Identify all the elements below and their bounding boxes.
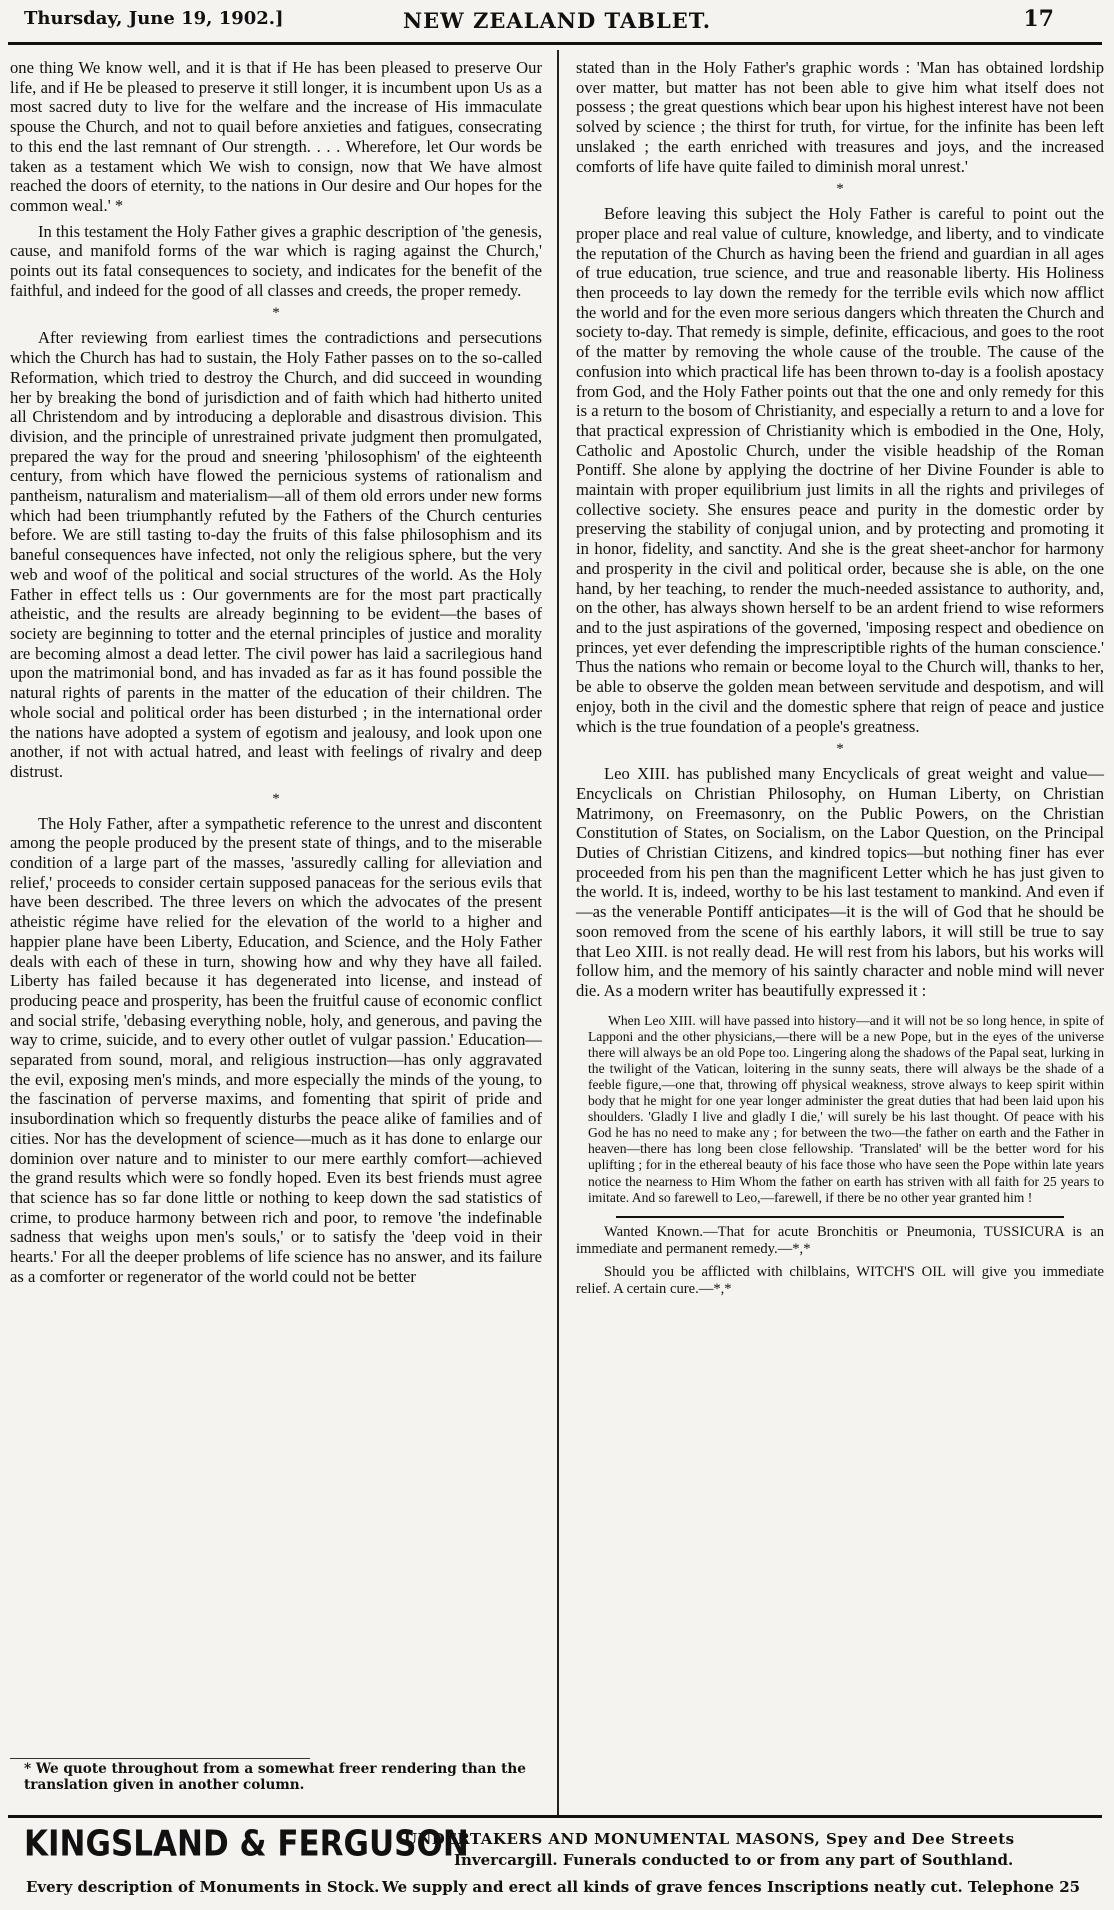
column-divider xyxy=(557,50,559,1815)
page-header xyxy=(0,4,1114,38)
advert-line-4: We supply and erect all kinds of grave fences Inscriptions neatly cut. Telephone 25 xyxy=(382,1878,1081,1896)
footnote-rule xyxy=(10,1758,310,1759)
left-paragraph-3: After reviewing from earliest times the contradictions and persecutions which the Church has had to sustain, the Holy Father passes on to the so-called Reformation, which tried to destroy the Church, and did succeed in wounding her by breaking the bond of jurisdiction and of faith which had hitherto united all Christendom and by introducing a deplorable and disastrous division. This division, and the principle of unrestrained private judgment then promulgated, prepared the way for the proud and sneering 'philosophism' of the eighteenth century, from which have flowed the pernicious systems of rationalism and pantheism, naturalism and materialism—all of them old errors under new forms which had been triumphantly refuted by the Fathers of the Church centuries before. We are still tasting to-day the fruits of this false philosophism and its baneful consequences have infected, not only the religious sphere, but the very web and woof of the political and social structures of the world. As the Holy Father in effect tells us : Our governments are for the most part practically atheistic, and the results are already beginning to be evident—the bases of society are beginning to totter and the eternal principles of justice and morality are becoming almost a dead letter. The civil power has laid a sacrilegious hand upon the matrimonial bond, and has invaded as far as it has found possible the natural rights of parents in the matter of the education of their children. The whole social and political order has been disturbed ; in the international order the nations have adopted a system of egotism and jealousy, and look upon one another, if not with actual hatred, and least with feelings of rivalry and deep distrust. xyxy=(10,328,542,781)
right-column xyxy=(576,58,1104,1304)
left-paragraph-4: The Holy Father, after a sympathetic reference to the unrest and discontent among the people produced by the present state of things, and to the miserable condition of a large part of the masses, 'assuredly calling for alleviation and relief,' proceeds to consider certain supposed panaceas for the serious evils that have been described. The three levers on which the advocates of the present atheistic régime have relied for the elevation of the world to a higher and happier plane have been Liberty, Education, and Science, and the Holy Father deals with each of these in turn, showing how and why they have all failed. Liberty has failed because it has degenerated into license, and instead of producing peace and prosperity, has been the fruitful cause of economic conflict and social strife, 'debasing everything noble, holy, and generous, and paving the way to crime, suicide, and to every other outlet of vulgar passion.' Education—separated from sound, moral, and religious instruction—has only aggravated the evil, exposing men's minds, and more especially the minds of the young, to the fascination of perverse maxims, and fomenting that spirit of pride and insubordination which so frequently disturbs the peace alike of families and of cities. Nor has the development of science—much as it has done to enlarge our dominion over nature and to minister to our mere earthly comfort—achieved the grand results which were so fondly hoped. Even its best friends must agree that science has so far done little or nothing to keep down the sad statistics of crime, to produce harmony between rich and poor, to remove 'the indefinable sadness that weighs upon men's souls,' or to satisfy the 'deep void in their hearts.' For all the deeper problems of life science has no answer, and its failure as a comforter or regenerator of the world could not be better xyxy=(10,813,542,1286)
section-star: * xyxy=(836,181,844,198)
advertisement xyxy=(8,1818,1102,1904)
page-number: 17 xyxy=(1023,6,1054,32)
section-star: * xyxy=(836,741,844,758)
notice-tussicura: Wanted Known.—That for acute Bronchitis or Pneumonia, TUSSICURA is an immediate and permanent remedy.—*,* xyxy=(576,1223,1104,1257)
footnote: * We quote throughout from a somewhat freer rendering than the translation given in another column. xyxy=(24,1761,526,1793)
right-paragraph-1: stated than in the Holy Father's graphic words : 'Man has obtained lordship over matter, but matter has not been able to give him what itself does not possess ; the great questions which bear upon his highest interest have not been solved by science ; the thirst for truth, for virtue, for the infinite has been left unslaked ; the earth enriched with treasures and joys, and the increased comforts of life have quite failed to diminish moral unrest.' xyxy=(576,58,1104,176)
block-quote: When Leo XIII. will have passed into history—and it will not be so long hence, in spite of Lapponi and the other physicians,—there will be a new Pope, but in the eyes of the universe there will always be an old Pope too. Lingering along the shadows of the Papal seat, lurking in the twilight of the Vatican, loitering in the sunny seats, there will always be the shade of a feeble figure,—one that, throwing off physical weakness, strove always to keep spirit within body that he might for one year longer administer the great duties that had been laid upon his shoulders. 'Gladly I live and gladly I die,' will surely be his last thought. Of peace with his God he has no need to make any ; for between the two—the father on earth and the Father in heaven—there has long been close fellowship. 'Translated' will be the better word for his uplifting ; for in the ethereal beauty of his face those who have seen the Pope within late years notice the nearness to Him Whom the father on earth has striven with all faith for 25 years to imitate. And so farewell to Leo,—farewell, if there be no other year granted him ! xyxy=(588,1012,1104,1205)
left-column xyxy=(10,58,542,1292)
masthead-title: NEW ZEALAND TABLET. xyxy=(402,8,712,33)
advert-brand: KINGSLAND & FERGUSON xyxy=(24,1823,469,1865)
left-paragraph-2: In this testament the Holy Father gives a graphic description of 'the genesis, cause, and manifold forms of the war which is raging against the Church,' points out its fatal consequences to society, and indicates for the benefit of the faithful, and indeed for the good of all classes and creeds, the proper remedy. xyxy=(10,221,542,300)
header-rule xyxy=(8,42,1102,45)
section-star: * xyxy=(272,305,280,322)
right-paragraph-3: Leo XIII. has published many Encyclicals of great weight and value—Encyclicals on Christian Philosophy, on Human Liberty, on Christian Matrimony, on Freemasonry, on the Public Powers, on the Christian Constitution of States, on Socialism, on the Labor Question, on the Principal Duties of Christian Citizens, and kindred topics—but nothing finer has ever proceeded from his pen than the magnificent Letter which he has just given to the world. It is, indeed, worthy to be his last testament to mankind. And even if—as the venerable Pontiff anticipates—it is the will of God that he should be soon removed from the scene of his earthly labors, it will still be true to say that Leo XIII. is not really dead. He will rest from his labors, but his works will follow him, and the memory of his saintly character and noble mind will never die. As a modern writer has beautifully expressed it : xyxy=(576,764,1104,1000)
advert-line-3: Every description of Monuments in Stock. xyxy=(26,1878,380,1896)
advert-line-1: UNDERTAKERS AND MONUMENTAL MASONS, Spey and Dee Streets xyxy=(404,1830,1015,1848)
section-star: * xyxy=(272,790,280,807)
left-paragraph-1: one thing We know well, and it is that if He has been pleased to preserve Our life, and if He be pleased to preserve it still longer, it is incumbent upon Us as a most sacred duty to live for the welfare and the increase of His immaculate spouse the Church, and not to quail before anxieties and fatigues, consecrating to this end the last remnant of Our strength. . . . Wherefore, let Our words be taken as a testament which We wish to consign, now that We have almost reached the doors of eternity, to the nations in Our desire and Our hopes for the common weal.' * xyxy=(10,58,542,215)
article-end-rule xyxy=(616,1216,1064,1218)
right-paragraph-2: Before leaving this subject the Holy Father is careful to point out the proper place and real value of culture, knowledge, and liberty, and to vindicate the reputation of the Church as having been the friend and guardian in all ages of true education, true science, and true and reasonable liberty. His Holiness then proceeds to lay down the remedy for the terrible evils which now afflict the world and for the even more serious dangers which threaten the Church and society to-day. That remedy is simple, definite, efficacious, and goes to the root of the matter by removing the whole cause of the trouble. The cause of the confusion into which practical life has been thrown to-day is a foolish apostacy from God, and the Holy Father points out that the one and only remedy for this is a return to the bosom of Christianity, and especially a return to and a love for that practical expression of Christianity which is embodied in the One, Holy, Catholic and Apostolic Church, under the visible headship of the Roman Pontiff. She alone by applying the doctrine of her Divine Founder is able to maintain with proper equilibrium just limits in all the rights and privileges of collective society. She ensures peace and purity in the domestic order by preserving the stability of conjugal union, and by protecting and promoting it in honor, fidelity, and sanctity. And she is the great sheet-anchor for harmony and prosperity in the civil and political order, because she is able, on the one hand, by her teaching, to render the much-needed assistance to authority, and, on the other, has always shown herself to be an ardent friend to wise reformers and to the just aspirations of the governed, 'imposing respect and obedience on princes, yet ever defending the imprescriptible rights of the human conscience.' Thus the nations who remain or become loyal to the Church will, thanks to her, be able to observe the golden mean between servitude and despotism, and will enjoy, both in the civil and the domestic sphere that reign of peace and justice which is the true foundation of a people's greatness. xyxy=(576,204,1104,736)
advert-line-2: Invercargill. Funerals conducted to or from any part of Southland. xyxy=(454,1851,1014,1869)
issue-date: Thursday, June 19, 1902.] xyxy=(24,8,284,29)
notice-witchs-oil: Should you be afflicted with chilblains, WITCH'S OIL will give you immediate relief. A certain cure.—*,* xyxy=(576,1263,1104,1297)
